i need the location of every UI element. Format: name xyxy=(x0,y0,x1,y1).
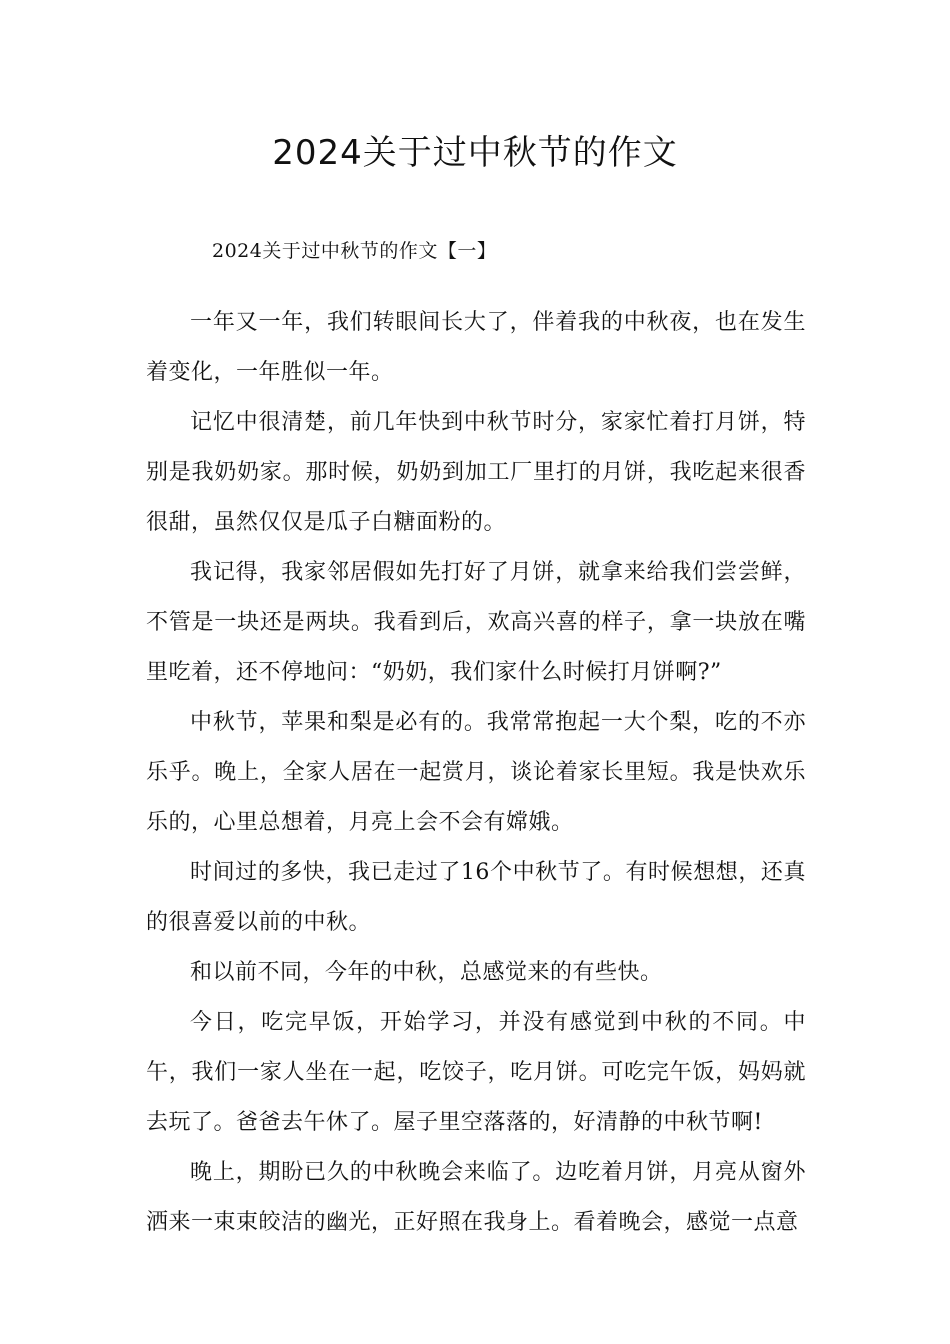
paragraph-7: 今日，吃完早饭，开始学习，并没有感觉到中秋的不同。中午，我们一家人坐在一起，吃饺子，吃月饼。可吃完午饭，妈妈就去玩了。爸爸去午休了。屋子里空落落的，好清静的中秋节啊! xyxy=(146,1010,806,1135)
paragraph-2: 记忆中很清楚，前几年快到中秋节时分，家家忙着打月饼，特别是我奶奶家。那时候，奶奶到加工厂里打的月饼，我吃起来很香很甜，虽然仅仅是瓜子白糖面粉的。 xyxy=(146,410,806,535)
paragraph-5: 时间过的多快，我已走过了16个中秋节了。有时候想想，还真的很喜爱以前的中秋。 xyxy=(146,860,806,935)
paragraph-1: 一年又一年，我们转眼间长大了，伴着我的中秋夜，也在发生着变化，一年胜似一年。 xyxy=(146,310,806,385)
paragraph-3: 我记得，我家邻居假如先打好了月饼，就拿来给我们尝尝鲜，不管是一块还是两块。我看到后，欢高兴喜的样子，拿一块放在嘴里吃着，还不停地问：“奶奶，我们家什么时候打月饼啊?” xyxy=(146,560,806,685)
section-heading: 2024关于过中秋节的作文【一】 xyxy=(212,240,497,262)
paragraph-4: 中秋节，苹果和梨是必有的。我常常抱起一大个梨，吃的不亦乐乎。晚上，全家人居在一起赏月，谈论着家长里短。我是快欢乐乐的，心里总想着，月亮上会不会有嫦娥。 xyxy=(146,710,806,835)
document-body xyxy=(146,233,806,1248)
paragraph-8: 晚上，期盼已久的中秋晚会来临了。边吃着月饼，月亮从窗外洒来一束束皎洁的幽光，正好照在我身上。看着晚会，感觉一点意 xyxy=(146,1160,806,1235)
paragraph-6: 和以前不同，今年的中秋，总感觉来的有些快。 xyxy=(190,960,663,985)
document-title: 2024关于过中秋节的作文 xyxy=(272,133,678,173)
